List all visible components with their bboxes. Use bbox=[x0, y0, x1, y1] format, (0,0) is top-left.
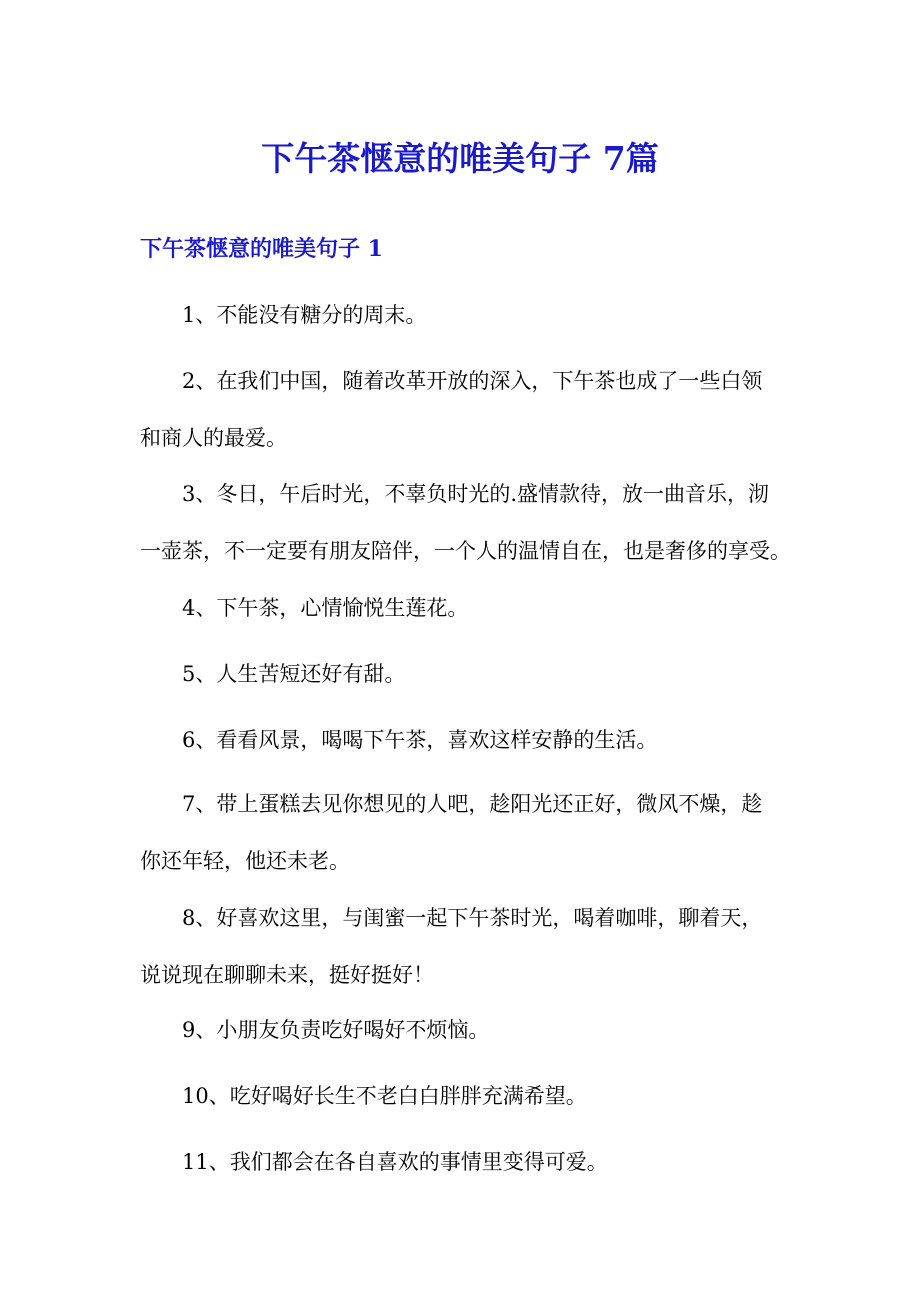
list-item bbox=[140, 353, 780, 467]
list-item bbox=[140, 646, 780, 703]
document-title: 下午茶惬意的唯美句子 7篇 bbox=[261, 139, 659, 178]
list-item bbox=[140, 1068, 780, 1125]
list-item bbox=[140, 712, 780, 769]
text-line: 说说现在聊聊未来，挺好挺好！ bbox=[140, 963, 434, 987]
text-line: 和商人的最爱。 bbox=[140, 426, 287, 450]
text-line: 你还年轻，他还未老。 bbox=[140, 849, 350, 873]
list-item bbox=[140, 890, 780, 1004]
text-line: 9、小朋友负责吃好喝好不烦恼。 bbox=[182, 1018, 490, 1042]
text-line: 5、人生苦短还好有甜。 bbox=[182, 662, 406, 686]
list-item bbox=[140, 580, 780, 637]
list-item bbox=[140, 466, 791, 580]
text-line: 10、吃好喝好长生不老白白胖胖充满希望。 bbox=[182, 1084, 587, 1108]
section-heading: 下午茶惬意的唯美句子 1 bbox=[140, 236, 383, 262]
list-item bbox=[140, 287, 780, 344]
text-line: 2、在我们中国，随着改革开放的深入，下午茶也成了一些白领 bbox=[182, 369, 763, 393]
text-line: 一壶茶，不一定要有朋友陪伴，一个人的温情自在，也是奢侈的享受。 bbox=[140, 539, 791, 563]
list-item bbox=[140, 776, 780, 890]
text-line: 1、不能没有糖分的周末。 bbox=[182, 303, 427, 327]
text-line: 7、带上蛋糕去见你想见的人吧，趁阳光还正好，微风不燥，趁 bbox=[182, 792, 763, 816]
list-item bbox=[140, 1002, 780, 1059]
text-line: 11、我们都会在各自喜欢的事情里变得可爱。 bbox=[182, 1150, 608, 1174]
text-line: 3、冬日，午后时光，不辜负时光的.盛情款待，放一曲音乐，沏 bbox=[182, 482, 770, 506]
text-line: 4、下午茶，心情愉悦生莲花。 bbox=[182, 596, 469, 620]
text-line: 6、看看风景，喝喝下午茶，喜欢这样安静的生活。 bbox=[182, 728, 658, 752]
list-item bbox=[140, 1134, 780, 1191]
text-line: 8、好喜欢这里，与闺蜜一起下午茶时光，喝着咖啡，聊着天， bbox=[182, 906, 763, 930]
